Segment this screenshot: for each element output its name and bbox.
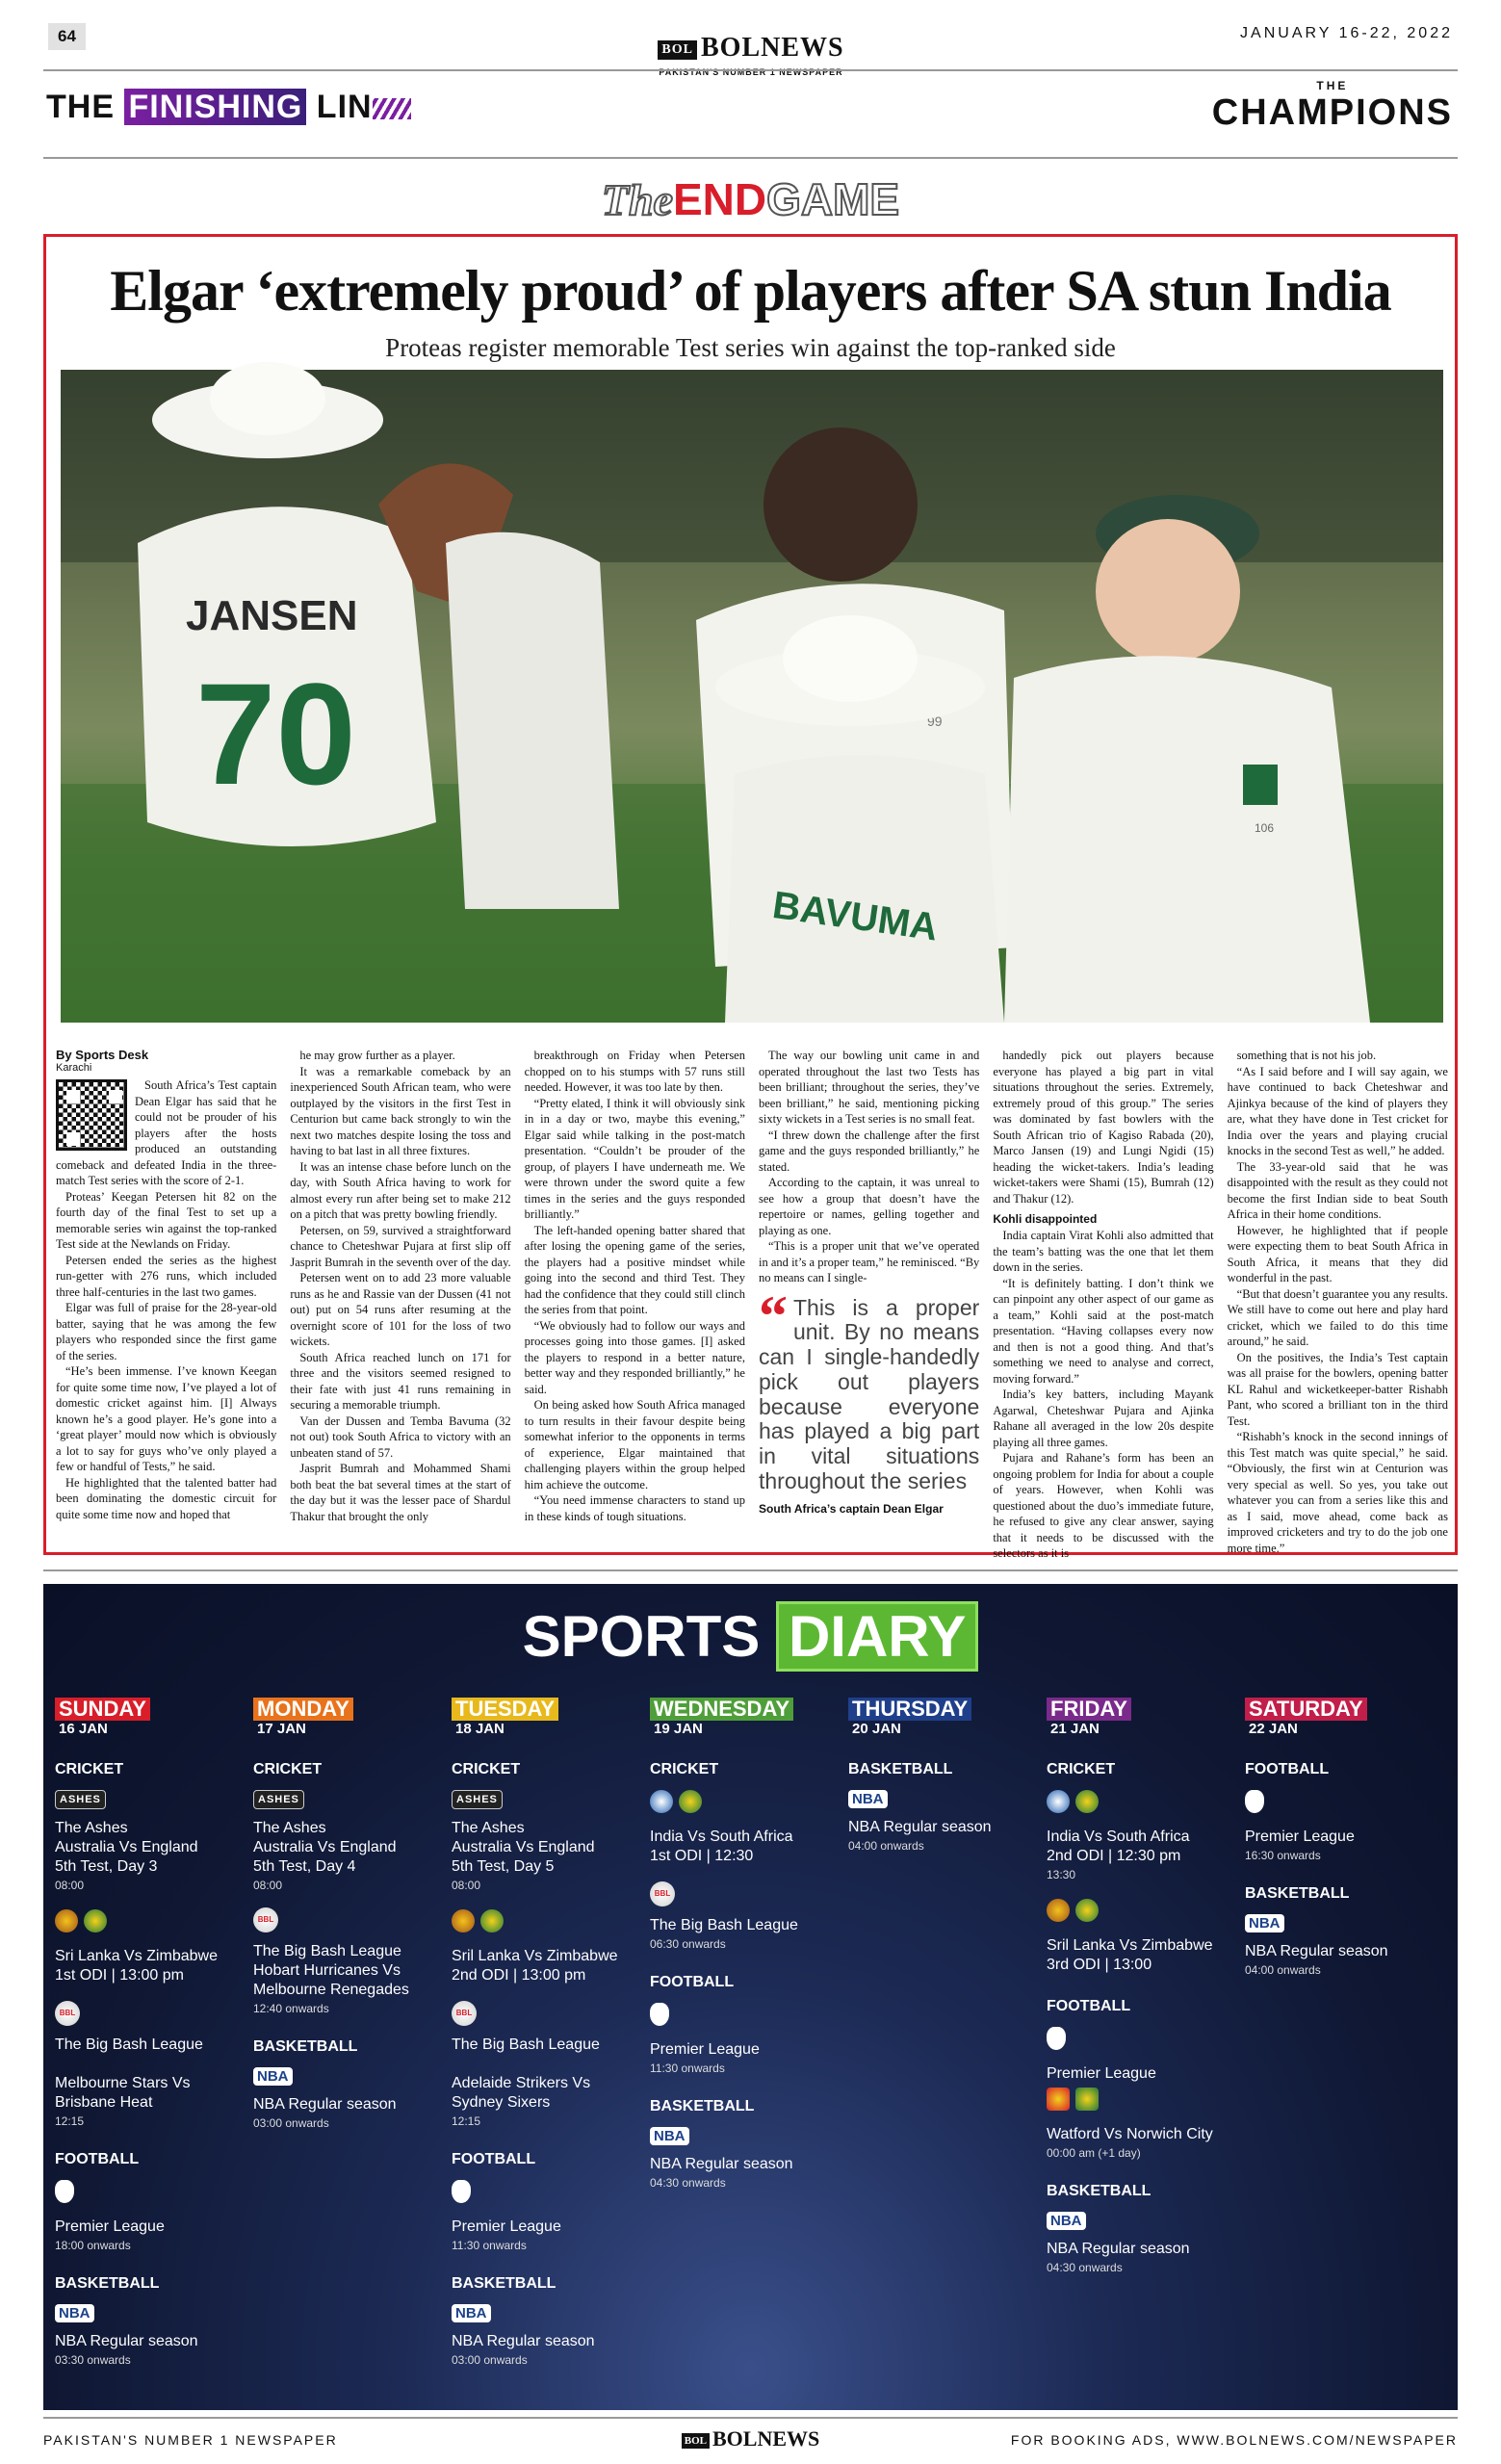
- premier-league-icon: [650, 2003, 669, 2026]
- jersey-number-106: 106: [1255, 821, 1275, 835]
- day-saturday: [1245, 1698, 1437, 1977]
- paragraph: Petersen ended the series as the highest run-getter with 276 runs, which included three half-centuries in the last two games.: [56, 1253, 277, 1299]
- paragraph: “I threw down the challenge after the first game and the guys responded brilliantly,” he stated.: [758, 1128, 980, 1174]
- stripes-decoration: [373, 98, 411, 119]
- paragraph: The left-handed opening batter shared that after losing the opening game of the series, the players had a positive mindset while going into the second and third Test. They had the confidence that they could still clinch the series from that point.: [524, 1223, 745, 1316]
- issue-date: JANUARY 16-22, 2022: [1240, 25, 1453, 41]
- article-col-1: [56, 1048, 276, 1539]
- event: The Ashes: [253, 1820, 326, 1836]
- event: NBA Regular season: [253, 2096, 397, 2113]
- bbl-logo-icon: BBL: [253, 1907, 278, 1932]
- dateline: Karachi: [56, 1062, 92, 1074]
- event-detail: Australia Vs England: [253, 1839, 397, 1855]
- sports-diary: [43, 1584, 1458, 2410]
- diary-divider: [43, 1569, 1458, 1571]
- event-detail: 1st ODI | 12:30: [650, 1848, 754, 1864]
- sri-lanka-flag-icon: [1047, 1899, 1070, 1922]
- day-date: 20 JAN: [852, 1721, 901, 1737]
- paragraph: On the positives, the India’s Test captain was all praise for the bowlers, opening batter KL Rahul and wicketkeeper-batter Rishabh Pant, who scored a brilliant ton in the third Test.: [1227, 1350, 1448, 1428]
- event: India Vs South Africa: [1047, 1829, 1190, 1845]
- day-date: 18 JAN: [455, 1721, 505, 1737]
- day-name: SATURDAY: [1245, 1698, 1367, 1721]
- masthead-logo-mark: BOL: [658, 40, 697, 60]
- col5-body-a: [993, 1048, 1213, 1206]
- paragraph: However, he highlighted that if people were expecting them to beat South Africa in South Africa, it means that they did wonderful in the past.: [1227, 1223, 1448, 1284]
- event: Premier League: [55, 2218, 165, 2235]
- event-detail: Australia Vs England: [55, 1839, 198, 1855]
- players-celebration-illustration: [61, 370, 1443, 1023]
- premier-league-icon: [1047, 2027, 1066, 2050]
- footer-logo-mark: BOL: [682, 2433, 710, 2449]
- article-columns: [56, 1048, 1448, 1560]
- sri-lanka-flag-icon: [452, 1909, 475, 1932]
- south-africa-flag-icon: [1075, 1790, 1099, 1813]
- event: NBA Regular season: [1047, 2241, 1190, 2257]
- event: NBA Regular season: [650, 2156, 793, 2172]
- event-detail: 2nd ODI | 12:30 pm: [1047, 1848, 1181, 1864]
- day-friday: [1047, 1698, 1239, 2274]
- premier-league-icon: [1245, 1790, 1264, 1813]
- paragraph: The 33-year-old said that he was disappointed with the result as they could not become the first Indian side to beat South Africa in their home conditions.: [1227, 1159, 1448, 1221]
- ashes-logo-icon: ASHES: [55, 1790, 106, 1809]
- paragraph: “You need immense characters to stand up in these kinds of tough situations.: [524, 1493, 745, 1523]
- section-left-text-a: THE: [46, 89, 125, 125]
- day-monday: [253, 1698, 446, 2130]
- premier-league-icon: [55, 2180, 74, 2203]
- event: The Big Bash League: [650, 1917, 798, 1933]
- paragraph: South Africa’s Test captain Dean Elgar has said that he could not be prouder of his players after the hosts produced an outstanding comeback and defeated India in the three-match Test series with the score of 2-1.: [56, 1078, 277, 1187]
- paragraph: he may grow further as a player.: [299, 1049, 455, 1062]
- event-detail: 2nd ODI | 13:00 pm: [452, 1967, 586, 1984]
- paragraph: Elgar was full of praise for the 28-year-old batter, saying that he was among the few players who responded since the first game of the series.: [56, 1301, 277, 1362]
- event: Watford Vs Norwich City: [1047, 2126, 1213, 2142]
- footer-booking-link[interactable]: FOR BOOKING ADS, WWW.BOLNEWS.COM/NEWSPAPER: [1010, 2432, 1458, 2448]
- event-detail: 3rd ODI | 13:00: [1047, 1957, 1152, 1973]
- event: NBA Regular season: [1245, 1943, 1388, 1959]
- paragraph: Jasprit Bumrah and Mohammed Shami both beat the bat several times at the start of the day but it was the lesser pace of Shardul Thakur that brought the only: [290, 1462, 511, 1523]
- event: Premier League: [650, 2041, 760, 2058]
- diary-title-b: DIARY: [776, 1601, 978, 1672]
- day-date: 22 JAN: [1249, 1721, 1298, 1737]
- ashes-logo-icon: ASHES: [452, 1790, 503, 1809]
- paragraph: “We obviously had to follow our ways and processes going into those games. [I] asked the players to respond in a better nature, better way and they responded brilliantly,” he said.: [524, 1318, 745, 1396]
- header-divider: [43, 69, 1458, 71]
- event: NBA Regular season: [452, 2333, 595, 2349]
- sport-label-football: FOOTBALL: [650, 1974, 735, 1990]
- endgame-end: END: [672, 174, 767, 224]
- subheadline: Proteas register memorable Test series win against the top-ranked side: [385, 333, 1116, 362]
- pull-quote-text: This is a proper unit. By no means can I single-handedly pick out players because everyone has played a big part in vital situations throughout the series: [758, 1294, 980, 1493]
- section-logo-finishing-line: [46, 89, 411, 126]
- nba-logo-icon: NBA: [253, 2067, 293, 2086]
- match-photo: [61, 370, 1443, 1023]
- event-detail: 5th Test, Day 5: [452, 1858, 555, 1875]
- jersey-name-bavuma: BAVUMA: [769, 884, 941, 949]
- sport-label-basketball: BASKETBALL: [452, 2275, 556, 2292]
- nba-logo-icon: NBA: [1047, 2212, 1086, 2230]
- event-detail: 5th Test, Day 3: [55, 1858, 158, 1875]
- paragraph: “Pretty elated, I think it will obviously sink in in a day or two, maybe this evening,” Elgar said while talking in the post-match presentation. “Couldn’t be prouder of the group, of players I have underneath me. We were thrown under the sword quite a few times in the series and the guys responded brilliantly.”: [524, 1096, 745, 1221]
- champions-title: CHAMPIONS: [1211, 92, 1453, 133]
- event-time: 04:30 onwards: [1047, 2261, 1123, 2274]
- zimbabwe-flag-icon: [1075, 1899, 1099, 1922]
- paragraph: Proteas’ Keegan Petersen hit 82 on the fourth day of the final Test to set up a memorable series win against the top-ranked Test side at the Newlands on Friday.: [56, 1189, 277, 1251]
- champions-the: THE: [1316, 79, 1349, 92]
- sport-label-football: FOOTBALL: [55, 2151, 140, 2167]
- paragraph: It was an intense chase before lunch on the day, with South Africa having to work for almost every run after being set to make 212 on a pitch that was pretty bowling friendly.: [290, 1159, 511, 1221]
- paragraph: South Africa reached lunch on 171 for three and the visitors seemed resigned to their fate with just 41 runs remaining in securing a memorable triumph.: [290, 1350, 511, 1412]
- event-detail: Australia Vs England: [452, 1839, 595, 1855]
- watford-crest-icon: [1047, 2088, 1070, 2111]
- event-time: 06:30 onwards: [650, 1937, 726, 1951]
- event: The Big Bash League: [55, 2036, 203, 2053]
- article-col-4: [759, 1048, 979, 1539]
- day-date: 19 JAN: [654, 1721, 703, 1737]
- article-col-3: [525, 1048, 745, 1539]
- sport-label-basketball: BASKETBALL: [253, 2038, 358, 2055]
- section-divider: [43, 157, 1458, 159]
- sport-label-basketball: BASKETBALL: [1047, 2183, 1152, 2199]
- event-time: 12:15: [55, 2114, 85, 2128]
- bbl-logo-icon: BBL: [452, 2001, 477, 2026]
- event-detail: 5th Test, Day 4: [253, 1858, 356, 1875]
- sport-label-football: FOOTBALL: [1245, 1761, 1330, 1777]
- qr-code-icon[interactable]: [56, 1079, 127, 1151]
- ashes-logo-icon: ASHES: [253, 1790, 304, 1809]
- event: Sril Lanka Vs Zimbabwe: [1047, 1937, 1213, 1954]
- paragraph: “Rishabh’s knock in the second innings of this Test match was quite special,” he said. “Obviously, the first win at Centurion was very special as well. So yes, you take out whatever you can from a series like this and as I said, move ahead, come back as improved cricketers and try to do the job one more time.”: [1227, 1430, 1448, 1555]
- paragraph: India’s key batters, including Mayank Agarwal, Cheteshwar Pujara and Ajinka Rahane all averaged in the low 20s despite playing all three games.: [993, 1388, 1214, 1449]
- jersey-name-jansen: JANSEN: [186, 592, 358, 639]
- event: Adelaide Strikers Vs Sydney Sixers: [452, 2075, 591, 2111]
- event-time: 18:00 onwards: [55, 2239, 131, 2252]
- nba-logo-icon: NBA: [848, 1790, 888, 1808]
- sport-label-football: FOOTBALL: [452, 2151, 536, 2167]
- sport-label-football: FOOTBALL: [1047, 1998, 1131, 2014]
- col3-body: [525, 1048, 745, 1524]
- event-time: 13:30: [1047, 1868, 1076, 1881]
- paragraph: India captain Virat Kohli also admitted that the team’s batting was the one that let them down in the series.: [993, 1229, 1214, 1274]
- paragraph: Petersen, on 59, survived a straightforward chance to Cheteshwar Pujara at first slip off Jasprit Bumrah in the seventh over of the day.: [290, 1223, 511, 1269]
- section-left-text-c: LIN: [306, 89, 373, 125]
- byline: By Sports Desk: [56, 1048, 149, 1062]
- bbl-logo-icon: BBL: [55, 2001, 80, 2026]
- event-time: 08:00: [55, 1879, 85, 1892]
- article-col-2: [290, 1048, 510, 1539]
- masthead-tagline: PAKISTAN'S NUMBER 1 NEWSPAPER: [659, 67, 843, 77]
- event-time: 08:00: [253, 1879, 283, 1892]
- nba-logo-icon: NBA: [650, 2127, 689, 2145]
- sport-label-basketball: BASKETBALL: [848, 1761, 953, 1777]
- endgame-game: GAME: [766, 174, 900, 224]
- sport-label-cricket: CRICKET: [1047, 1761, 1116, 1777]
- paragraph: “This is a proper unit that we’ve operated in and it’s a proper team,” he reminisced. “By no means can I single-: [758, 1239, 980, 1284]
- zimbabwe-flag-icon: [84, 1909, 107, 1932]
- jersey-number-99: 99: [927, 713, 943, 729]
- day-name: FRIDAY: [1047, 1698, 1131, 1721]
- paragraph: “It is definitely batting. I don’t think we can pinpoint any other aspect of our game as a team,” Kohli said at the post-match presentation. “Having collapses every now and then is not a good thing. And that’s something we need to analyse and correct, moving forward.”: [993, 1276, 1214, 1386]
- event-time: 16:30 onwards: [1245, 1849, 1321, 1862]
- diary-title-a: SPORTS: [522, 1604, 761, 1669]
- day-date: 16 JAN: [59, 1721, 108, 1737]
- col6-body: [1228, 1048, 1448, 1556]
- page-footer: [43, 2417, 1458, 2451]
- event-time: 08:00: [452, 1879, 481, 1892]
- event: NBA Regular season: [55, 2333, 198, 2349]
- paragraph: According to the captain, it was unreal to see how a group that doesn’t have the repertoire or names, gelling together and playing as one.: [758, 1176, 980, 1237]
- footer-tagline: PAKISTAN'S NUMBER 1 NEWSPAPER: [43, 2432, 338, 2448]
- section-left-text-b: FINISHING: [124, 89, 306, 125]
- pull-quote: [758, 1284, 980, 1516]
- event: Sri Lanka Vs Zimbabwe: [55, 1948, 218, 1964]
- paragraph: Pujara and Rahane’s form has been an ongoing problem for India for about a couple of years. However, when Kohli was questioned about the duo’s immediate future, he refused to give any clear answer, saying that it needs to be discussed with the selectors as it is: [993, 1451, 1214, 1560]
- paragraph: “But that doesn’t guarantee you any results. We still have to come out here and play hard cricket, which we failed to do this time around,” he said.: [1227, 1286, 1448, 1348]
- event: Melbourne Stars Vs Brisbane Heat: [55, 2075, 191, 2111]
- event-time: 12:15: [452, 2114, 481, 2128]
- day-date: 21 JAN: [1050, 1721, 1100, 1737]
- sport-label-basketball: BASKETBALL: [650, 2098, 755, 2114]
- event-time: 04:00 onwards: [848, 1839, 924, 1853]
- endgame-banner: [0, 173, 1501, 225]
- day-sunday: [55, 1698, 247, 2367]
- norwich-crest-icon: [1075, 2088, 1099, 2111]
- sport-label-basketball: BASKETBALL: [1245, 1885, 1350, 1902]
- col2-body: [290, 1048, 510, 1524]
- endgame-the: The: [601, 175, 673, 224]
- nba-logo-icon: NBA: [452, 2304, 491, 2322]
- sport-label-cricket: CRICKET: [650, 1761, 719, 1777]
- jersey-number-70: 70: [195, 653, 356, 815]
- sport-label-basketball: BASKETBALL: [55, 2275, 160, 2292]
- paragraph: Van der Dussen and Temba Bavuma (32 not out) took South Africa to victory with an unbeaten stand of 57.: [290, 1414, 511, 1460]
- paragraph: It was a remarkable comeback by an inexperienced South African team, who were outplayed by the visitors in the first Test in Centurion but came back strongly to win the next two matches despite losing the toss and having to bat last in all three fixtures.: [290, 1064, 511, 1157]
- zimbabwe-flag-icon: [480, 1909, 504, 1932]
- page-number: 64: [48, 23, 86, 50]
- article-box: [43, 234, 1458, 1560]
- paragraph: “He’s been immense. I’ve known Keegan for quite some time now, I’ve played a lot of domestic cricket against him. [I] Always known he’s a good player. He’s gone into a ‘great player’ mould now which is obviously a lot to say for guys who’ve only played a few or handful of Tests,” he said.: [56, 1364, 277, 1473]
- event-time: 03:00 onwards: [452, 2353, 528, 2367]
- event: Premier League: [1047, 2065, 1156, 2082]
- event-time: 03:30 onwards: [55, 2353, 131, 2367]
- sport-label-cricket: CRICKET: [452, 1761, 521, 1777]
- event: Sril Lanka Vs Zimbabwe: [452, 1948, 618, 1964]
- paragraph: breakthrough on Friday when Petersen chopped on to his stumps with 57 runs still needed. However, it was too late by then.: [524, 1049, 745, 1094]
- event-time: 04:30 onwards: [650, 2176, 726, 2190]
- day-name: WEDNESDAY: [650, 1698, 793, 1721]
- india-flag-icon: [1047, 1790, 1070, 1813]
- bbl-logo-icon: BBL: [650, 1881, 675, 1906]
- quote-mark-icon: “: [758, 1284, 788, 1348]
- paragraph: “As I said before and I will say again, we have continued to back Cheteshwar and Ajinkya because of the kind of players they are, what they have done in Test cricket for India over the years and playing crucial knocks in the second Test as well,” he added.: [1227, 1064, 1448, 1157]
- event-time: 00:00 am (+1 day): [1047, 2146, 1141, 2160]
- premier-league-icon: [452, 2180, 471, 2203]
- col5-body-b: [993, 1228, 1213, 1562]
- event-detail: 1st ODI | 13:00 pm: [55, 1967, 184, 1984]
- paragraph: handedly pick out players because everyone has played a big part in vital situations throughout the series. Extremely, extremely proud of this group.” The series was dominated by fast bowlers with the South African trio of Kagiso Rabada (20), Marco Jansen (19) and Lungi Ngidi (15) heading the wicket-takers. India’s leading wicket-takers were Shami (15), Bumrah (12) and Thakur (12).: [993, 1049, 1214, 1206]
- event-detail: Hobart Hurricanes Vs Melbourne Renegades: [253, 1962, 409, 1998]
- event: The Ashes: [55, 1820, 128, 1836]
- headline: Elgar ‘extremely proud’ of players after SA stun India: [110, 259, 1391, 323]
- day-thursday: [848, 1698, 1041, 1853]
- event-time: 03:00 onwards: [253, 2116, 329, 2130]
- day-date: 17 JAN: [257, 1721, 306, 1737]
- paragraph: The way our bowling unit came in and operated throughout the last two Tests has been brilliant; throughout the series, they’ve been brilliant,” he said, mentioning picking sixty wickets in a Test series is no small feat.: [758, 1049, 980, 1126]
- event: The Ashes: [452, 1820, 525, 1836]
- event-time: 04:00 onwards: [1245, 1963, 1321, 1977]
- masthead-name: BOLNEWS: [700, 33, 844, 63]
- day-name: SUNDAY: [55, 1698, 150, 1721]
- day-name: TUESDAY: [452, 1698, 558, 1721]
- paragraph: On being asked how South Africa managed to turn results in their favour despite being somewhat inferior to the opponents in terms of experience, Elgar maintained that challenging players within the group helped him achieve the outcome.: [524, 1398, 745, 1491]
- article-col-5: [993, 1048, 1214, 1560]
- south-africa-flag-icon: [679, 1790, 702, 1813]
- paragraph: something that is not his job.: [1236, 1049, 1377, 1062]
- col4-body: [759, 1048, 979, 1286]
- event: India Vs South Africa: [650, 1829, 793, 1845]
- sri-lanka-flag-icon: [55, 1909, 78, 1932]
- event-time: 12:40 onwards: [253, 2002, 329, 2015]
- event: The Big Bash League: [452, 2036, 600, 2053]
- event: Premier League: [1245, 1829, 1355, 1845]
- footer-logo-name: BOLNEWS: [712, 2426, 820, 2451]
- day-tuesday: [452, 1698, 644, 2367]
- article-col-6: [1227, 1048, 1448, 1555]
- section-logo-champions: [1212, 79, 1453, 134]
- pull-quote-attribution: South Africa’s captain Dean Elgar: [758, 1501, 944, 1516]
- paragraph: He highlighted that the talented batter had been dominating the domestic circuit for quite some time now and hoped that: [56, 1475, 277, 1521]
- day-name: THURSDAY: [848, 1698, 971, 1721]
- india-flag-icon: [650, 1790, 673, 1813]
- day-wednesday: [650, 1698, 842, 2190]
- masthead-logo: [658, 33, 843, 64]
- diary-title: [43, 1603, 1458, 1670]
- event: NBA Regular season: [848, 1819, 992, 1835]
- nba-logo-icon: NBA: [1245, 1914, 1284, 1932]
- event: The Big Bash League: [253, 1943, 401, 1959]
- day-name: MONDAY: [253, 1698, 353, 1721]
- nba-logo-icon: NBA: [55, 2304, 94, 2322]
- event-time: 11:30 onwards: [650, 2062, 725, 2075]
- sport-label-cricket: CRICKET: [55, 1761, 124, 1777]
- col5-subhead: Kohli disappointed: [993, 1212, 1098, 1226]
- event-time: 11:30 onwards: [452, 2239, 527, 2252]
- sport-label-cricket: CRICKET: [253, 1761, 323, 1777]
- paragraph: Petersen went on to add 23 more valuable runs as he and Rassie van der Dussen (41 not out) put on 54 runs after resuming at the overnight score of 101 for the loss of two wickets.: [290, 1271, 511, 1348]
- event: Premier League: [452, 2218, 561, 2235]
